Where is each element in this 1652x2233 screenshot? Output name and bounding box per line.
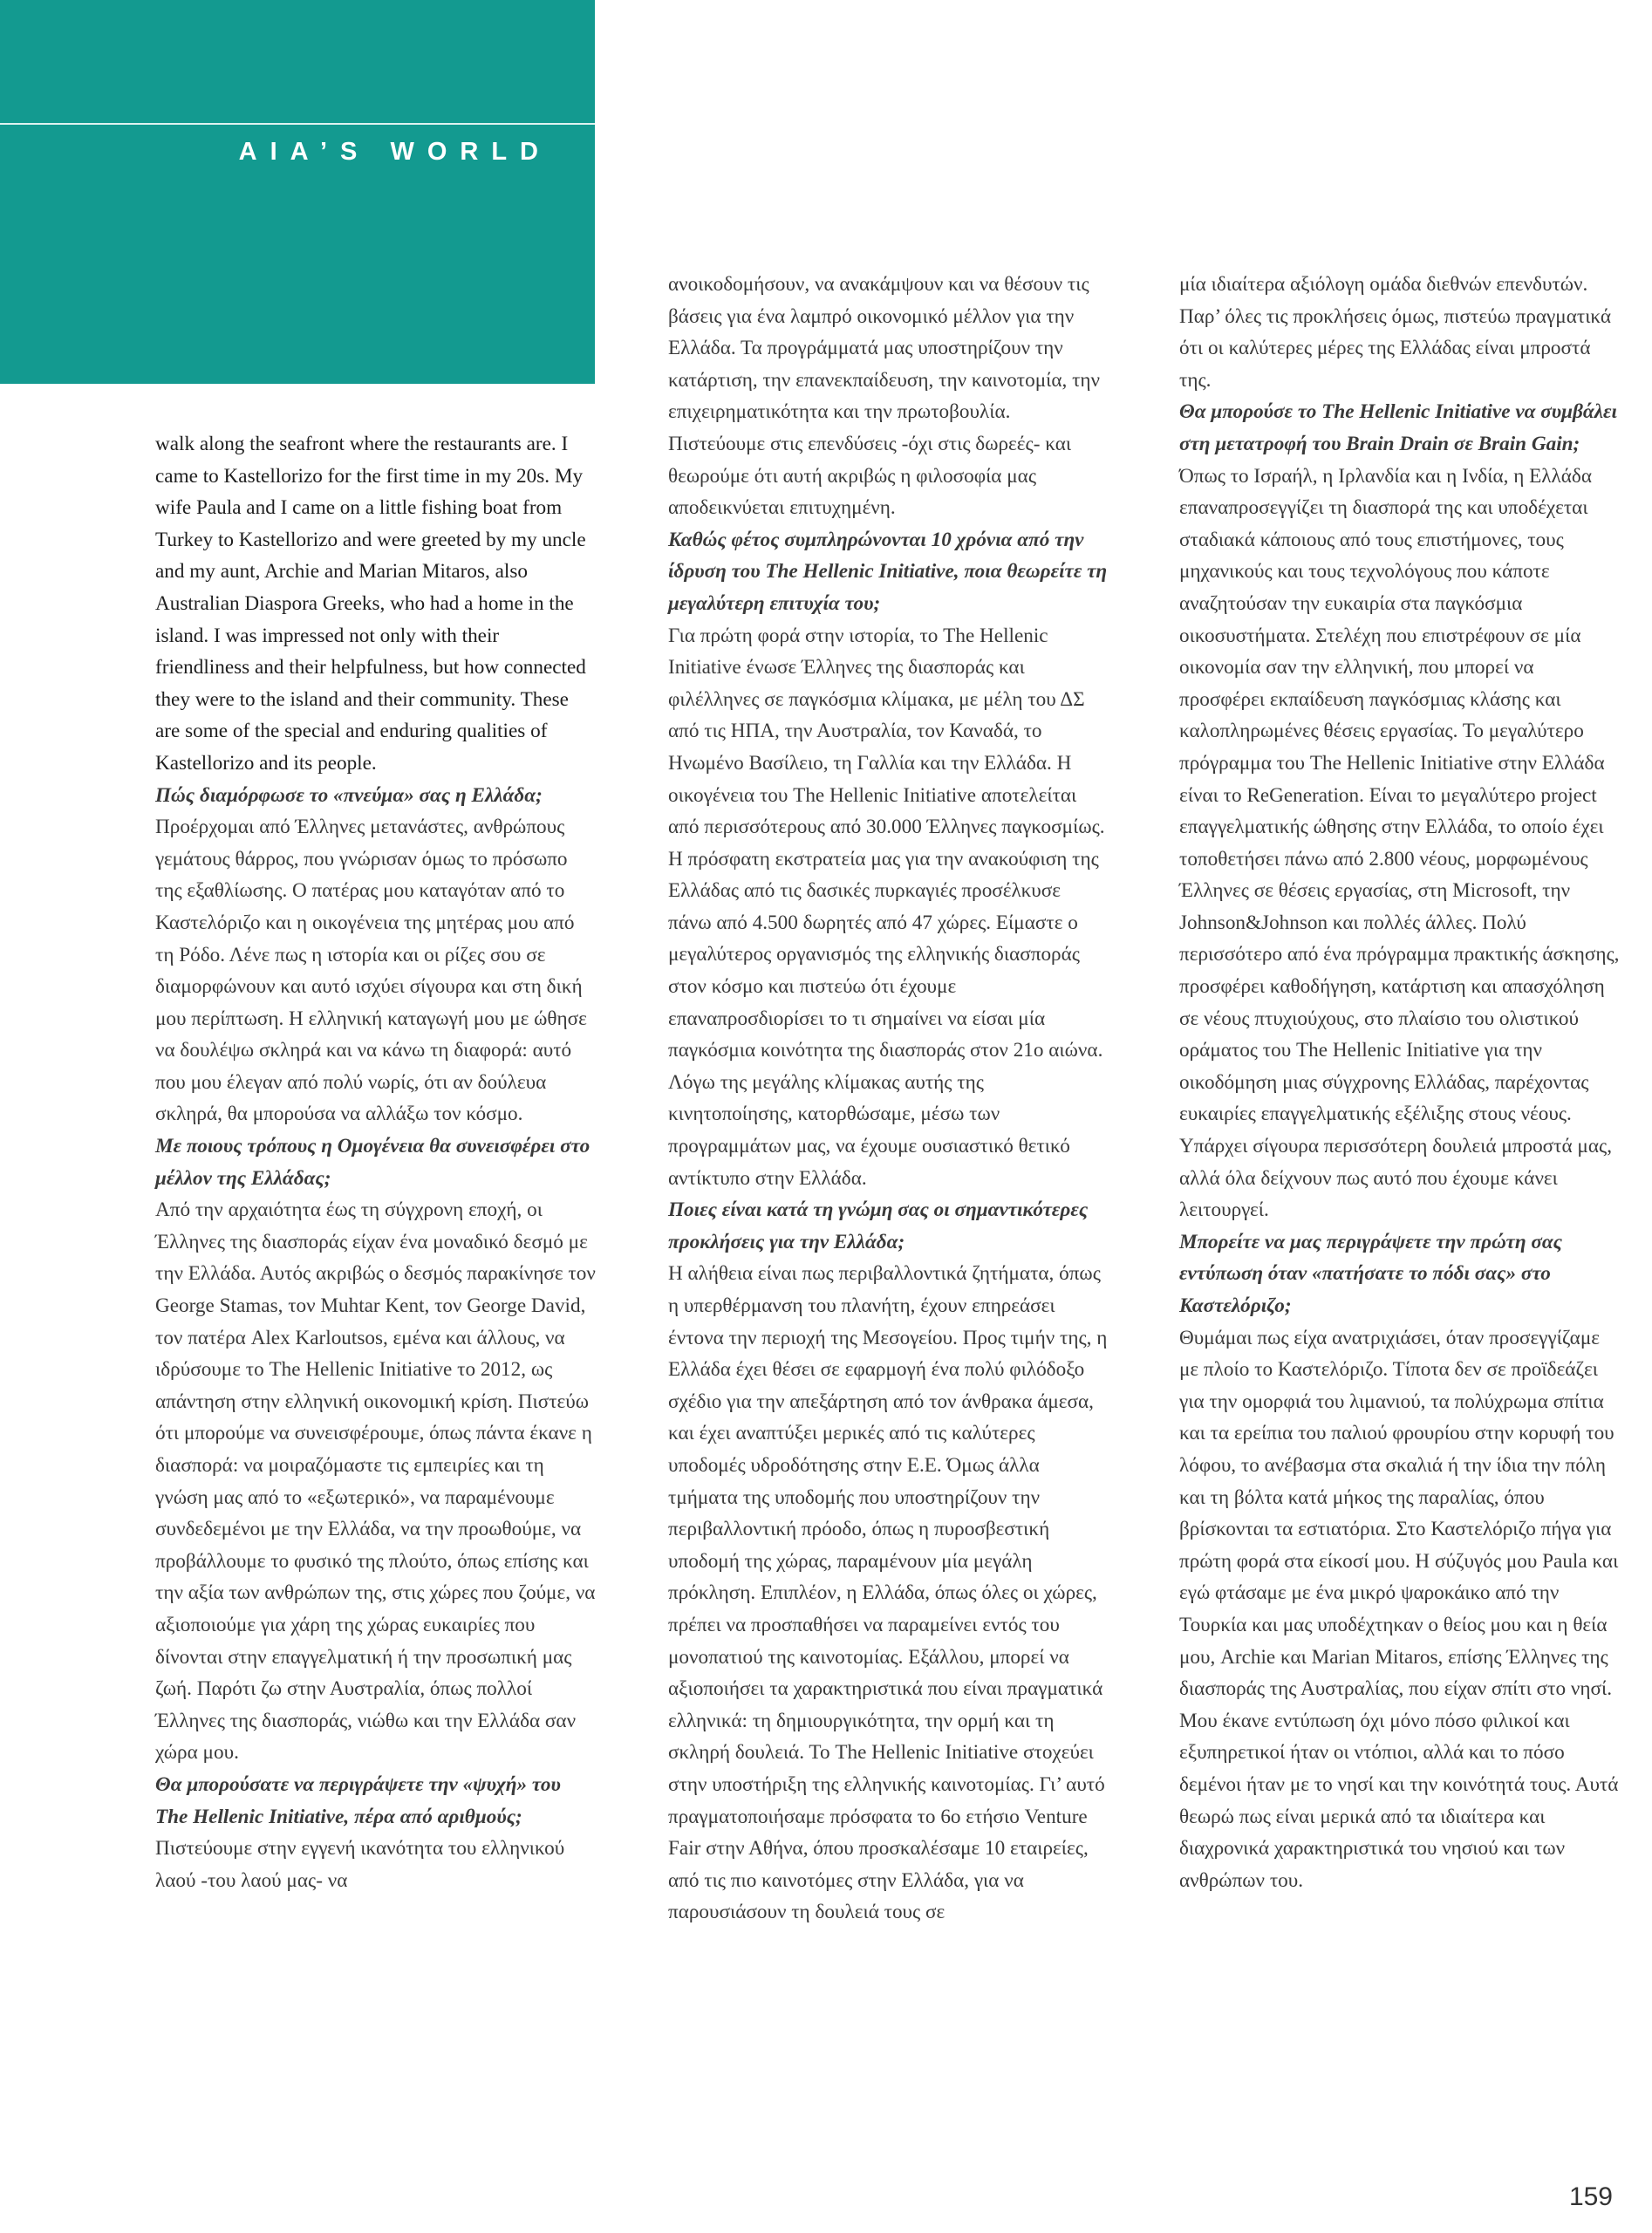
- interview-question: Πώς διαμόρφωσε το «πνεύμα» σας η Ελλάδα;: [155, 783, 543, 807]
- interview-question: Θα μπορούσατε να περιγράψετε την «ψυχή» του The Hellenic Initiative, πέρα από αριθμούς;: [155, 1772, 561, 1828]
- section-label: AIA’S WORLD: [238, 138, 551, 166]
- interview-question: Με ποιους τρόπους η Ομογένεια θα συνεισφέρει στο μέλλον της Ελλάδας;: [155, 1135, 590, 1190]
- answer-paragraph: ανοικοδομήσουν, να ανακάμψουν και να θέσουν τις βάσεις για ένα λαμπρό οικονομικό μέλλον για την Ελλάδα. Τα προγράμματά μας υποστηρίζουν την κατάρτιση, την επανεκπαίδευση, την καινοτομία, την επιχειρηματικότητα και την πρωτοβουλία. Πιστεύουμε στις επενδύσεις -όχι στις δωρεές- και θεωρούμε ότι αυτή ακριβώς η φιλοσοφία μας αποδεικνύεται επιτυχημένη.: [668, 273, 1101, 520]
- text-column-1: [155, 428, 596, 1896]
- interview-question: Μπορείτε να μας περιγράψετε την πρώτη σας εντύπωση όταν «πατήσατε το πόδι σας» στο Καστελόριζο;: [1179, 1230, 1563, 1317]
- text-column-3: [1179, 269, 1620, 1896]
- header-divider: [0, 123, 595, 125]
- answer-paragraph: μία ιδιαίτερα αξιόλογη ομάδα διεθνών επενδυτών. Παρ’ όλες τις προκλήσεις όμως, πιστεύω πραγματικά ότι οι καλύτερες μέρες της Ελλάδας είναι μπροστά της.: [1179, 273, 1612, 392]
- interview-question: Καθώς φέτος συμπληρώνονται 10 χρόνια από την ίδρυση του The Hellenic Initiative, ποια θεωρείτε τη μεγαλύτερη επιτυχία του;: [668, 528, 1108, 615]
- text-column-2: [668, 269, 1109, 1929]
- answer-paragraph: Όπως το Ισραήλ, η Ιρλανδία και η Ινδία, η Ελλάδα επαναπροσεγγίζει τη διασπορά της και υποδέχεται σταδιακά κάποιους από τους επιστήμονες, τους μηχανικούς και τους τεχνολόγους που κάποτε αναζητούσαν την ευκαιρία στα παγκόσμια οικοσυστήματα. Στελέχη που επιστρέφουν σε μία οικονομία σαν την ελληνική, που μπορεί να προσφέρει εκπαίδευση παγκόσμιας κλάσης και καλοπληρωμένες θέσεις εργασίας. Το μεγαλύτερο πρόγραμμα του The Hellenic Initiative στην Ελλάδα είναι το ReGeneration. Είναι το μεγαλύτερο project επαγγελματικής ώθησης στην Ελλάδα, το οποίο έχει τοποθετήσει πάνω από 2.800 νέους, μορφωμένους Έλληνες σε θέσεις εργασίας, στη Microsoft, την Johnson&Johnson και πολλές άλλες. Πολύ περισσότερο από ένα πρόγραμμα πρακτικής άσκησης, προσφέρει καθοδήγηση, κατάρτιση και απασχόληση σε νέους πτυχιούχους, στο πλαίσιο του ολιστικού οράματος του The Hellenic Initiative για την οικοδόμηση μιας σύγχρονης Ελλάδας, παρέχοντας ευκαιρίες επαγγελματικής εξέλιξης στους νέους. Υπάρχει σίγουρα περισσότερη δουλειά μπροστά μας, αλλά όλα δείχνουν πως αυτό που έχουμε κάνει λειτουργεί.: [1179, 464, 1620, 1222]
- answer-paragraph: walk along the seafront where the restaurants are. I came to Kastellorizo for the first time in my 20s. My wife Paula and I came on a little fishing boat from Turkey to Kastellorizo and were greeted by my uncle and my aunt, Archie and Marian Mitaros, also Australian Diaspora Greeks, who had a home in the island. I was impressed not only with their friendliness and their helpfulness, but how connected they were to the island and their community. These are some of the special and enduring qualities of Kastellorizo and its people.: [155, 433, 586, 775]
- answer-paragraph: Πιστεύουμε στην εγγενή ικανότητα του ελληνικού λαού -του λαού μας- να: [155, 1837, 565, 1892]
- page-number: 159: [1568, 2182, 1613, 2211]
- section-header-block: [0, 0, 595, 384]
- interview-question: Θα μπορούσε το The Hellenic Initiative να συμβάλει στη μετατροφή του Brain Drain σε Brain Gain;: [1179, 400, 1617, 455]
- answer-paragraph: Από την αρχαιότητα έως τη σύγχρονη εποχή, οι Έλληνες της διασποράς είχαν ένα μοναδικό δεσμό με την Ελλάδα. Αυτός ακριβώς ο δεσμός παρακίνησε τον George Stamas, τον Muhtar Kent, τον George David, τον πατέρα Alex Karloutsos, εμένα και άλλους, να ιδρύσουμε το The Hellenic Initiative το 2012, ως απάντηση στην ελληνική οικονομική κρίση. Πιστεύω ότι μπορούμε να συνεισφέρουμε, όπως πάντα έκανε η διασπορά: να μοιραζόμαστε τις εμπειρίες και τη γνώση μας από το «εξωτερικό», να παραμένουμε συνδεδεμένοι με την Ελλάδα, να την προωθούμε, να προβάλλουμε το φυσικό της πλούτο, όπως επίσης και την αξία των ανθρώπων της, στις χώρες που ζούμε, να αξιοποιούμε για χάρη της χώρας ευκαιρίες που δίνονται στην επαγγελματική ή την προσωπική μας ζωή. Παρότι ζω στην Αυστραλία, όπως πολλοί Έλληνες της διασποράς, νιώθω και την Ελλάδα σαν χώρα μου.: [155, 1198, 596, 1765]
- answer-paragraph: Για πρώτη φορά στην ιστορία, το The Hellenic Initiative ένωσε Έλληνες της διασποράς και φιλέλληνες σε παγκόσμια κλίμακα, με μέλη του ΔΣ από τις ΗΠΑ, την Αυστραλία, τον Καναδά, το Ηνωμένο Βασίλειο, τη Γαλλία και την Ελλάδα. Η οικογένεια του The Hellenic Initiative αποτελείται από περισσότερους από 30.000 Έλληνες παγκοσμίως. Η πρόσφατη εκστρατεία μας για την ανακούφιση της Ελλάδας από τις δασικές πυρκαγιές προσέλκυσε πάνω από 4.500 δωρητές από 47 χώρες. Είμαστε ο μεγαλύτερος οργανισμός της ελληνικής διασποράς στον κόσμο και πιστεύω ότι έχουμε επαναπροσδιορίσει το τι σημαίνει να είσαι μία παγκόσμια κοινότητα της διασποράς στον 21ο αιώνα. Λόγω της μεγάλης κλίμακας αυτής της κινητοποίησης, κατορθώσαμε, μέσω των προγραμμάτων μας, να έχουμε ουσιαστικό θετικό αντίκτυπο στην Ελλάδα.: [668, 624, 1105, 1190]
- answer-paragraph: Θυμάμαι πως είχα ανατριχιάσει, όταν προσεγγίζαμε με πλοίο το Καστελόριζο. Τίποτα δεν σε προϊδεάζει για την ομορφιά του λιμανιού, τα πολύχρωμα σπίτια και τα ερείπια του παλιού φρουρίου στην κορυφή του λόφου, το ανέβασμα στα σκαλιά ή την ίδια την πόλη και τη βόλτα κατά μήκος της παραλίας, όπου βρίσκονται τα εστιατόρια. Στο Καστελόριζο πήγα για πρώτη φορά στα είκοσί μου. Η σύζυγός μου Paula και εγώ φτάσαμε με ένα μικρό ψαροκάικο από την Τουρκία και μας υποδέχτηκαν ο θείος μου και η θεία μου, Archie και Marian Mitaros, επίσης Έλληνες της διασποράς της Αυστραλίας, που είχαν σπίτι στο νησί. Μου έκανε εντύπωση όχι μόνο πόσο φιλικοί και εξυπηρετικοί ήταν οι ντόπιοι, αλλά και το πόσο δεμένοι ήταν με το νησί και την κοινότητά τους. Αυτά θεωρώ πως είναι μερικά από τα ιδιαίτερα και διαχρονικά χαρακτηριστικά του νησιού και των ανθρώπων του.: [1179, 1326, 1619, 1892]
- interview-question: Ποιες είναι κατά τη γνώμη σας οι σημαντικότερες προκλήσεις για την Ελλάδα;: [668, 1198, 1089, 1253]
- answer-paragraph: Η αλήθεια είναι πως περιβαλλοντικά ζητήματα, όπως η υπερθέρμανση του πλανήτη, έχουν επηρεάσει έντονα την περιοχή της Μεσογείου. Προς τιμήν της, η Ελλάδα έχει θέσει σε εφαρμογή ένα πολύ φιλόδοξο σχέδιο για την απεξάρτηση από τον άνθρακα άμεσα, και έχει αναπτύξει μερικές από τις καλύτερες υποδομές υδροδότησης στην Ε.Ε. Όμως άλλα τμήματα της υποδομής που υποστηρίζουν την περιβαλλοντική πρόοδο, όπως η πυροσβεστική υποδομή της χώρας, παραμένουν μία μεγάλη πρόκληση. Επιπλέον, η Ελλάδα, όπως όλες οι χώρες, πρέπει να προσπαθήσει να παραμείνει εντός του μονοπατιού της καινοτομίας. Εξάλλου, μπορεί να αξιοποιήσει τα χαρακτηριστικά που είναι πραγματικά ελληνικά: τη δημιουργικότητα, την ορμή και τη σκληρή δουλειά. Το The Hellenic Initiative στοχεύει στην υποστήριξη της ελληνικής καινοτομίας. Γι’ αυτό πραγματοποιήσαμε πρόσφατα το 6ο ετήσιο Venture Fair στην Αθήνα, όπου προσκαλέσαμε 10 εταιρείες, από τις πιο καινοτόμες στην Ελλάδα, για να παρουσιάσουν τη δουλειά τους σε: [668, 1262, 1108, 1924]
- answer-paragraph: Προέρχομαι από Έλληνες μετανάστες, ανθρώπους γεμάτους θάρρος, που γνώρισαν όμως το πρόσωπο της εξαθλίωσης. Ο πατέρας μου καταγόταν από το Καστελόριζο και η οικογένεια της μητέρας μου από τη Ρόδο. Λένε πως η ιστορία και οι ρίζες σου σε διαμορφώνουν και αυτό ισχύει σίγουρα και στη δική μου περίπτωση. Η ελληνική καταγωγή μου με ώθησε να δουλέψω σκληρά και να κάνω τη διαφορά: αυτό που μου έλεγαν από πολύ νωρίς, ότι αν δούλευα σκληρά, θα μπορούσα να αλλάξω τον κόσμο.: [155, 816, 587, 1126]
